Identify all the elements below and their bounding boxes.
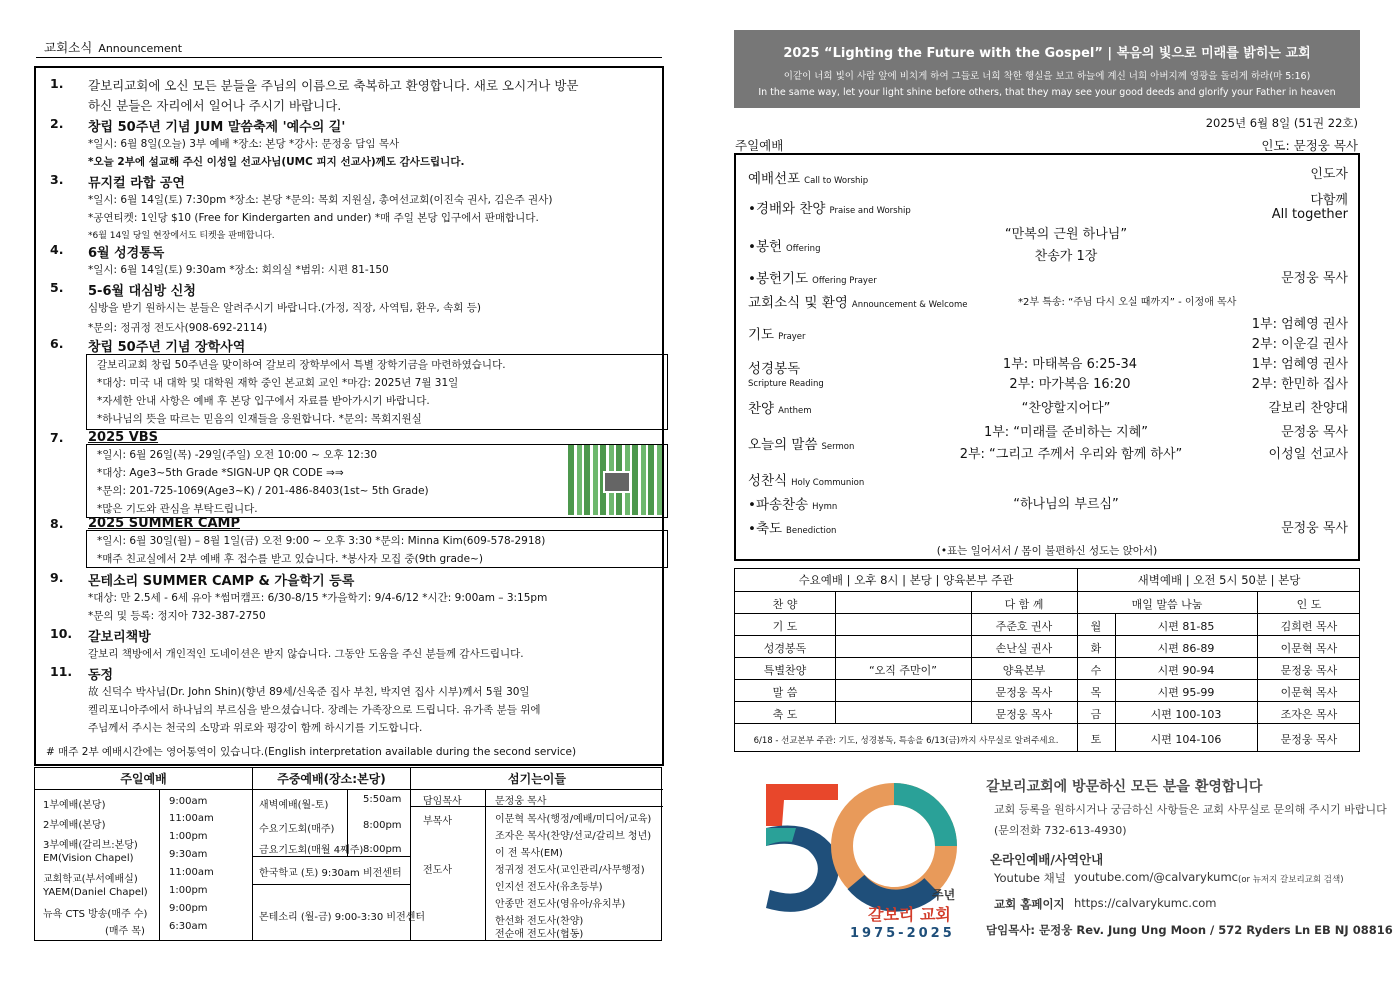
item-line: *6월 14일 당일 현장에서도 티켓을 판매합니다. xyxy=(88,231,275,241)
item-line: *일시: 6월 30일(월) – 8월 1일(금) 오전 9:00 ~ 오후 3:30 *문의: Minna Kim(609-578-2918) xyxy=(97,535,546,547)
order-ko: •파송찬송 xyxy=(748,497,809,513)
item-title: 동정 xyxy=(88,668,114,683)
item-line: 故 신덕수 박사님(Dr. John Shin)(향년 89세/신욱준 집사 부친, 박지연 집사 시부)께서 5월 30일 xyxy=(88,686,530,698)
wed-role: 특별찬양 xyxy=(763,664,807,677)
homepage-link[interactable]: https://calvarykumc.com xyxy=(1074,896,1217,910)
youtube-link[interactable]: youtube.com/@calvarykumc xyxy=(1074,870,1238,884)
order-item xyxy=(748,357,800,377)
weekday-service-table xyxy=(734,568,1360,752)
homepage-label: 교회 홈페이지 xyxy=(994,897,1065,911)
order-ko: •축도 xyxy=(748,521,783,537)
order-item xyxy=(748,433,854,453)
announcement-box xyxy=(34,66,664,766)
dawn-leader: 김희련 목사 xyxy=(1280,620,1338,633)
service-name: 뉴욕 CTS 방송(매주 수) xyxy=(43,909,148,920)
section-header-ko: 교회소식 xyxy=(44,40,93,55)
dawn-leader: 이문혁 목사 xyxy=(1280,642,1338,655)
item-line: *공연티켓: 1인당 $10 (Free for Kindergarten and under) *매 주일 본당 입구에서 판매합니다. xyxy=(88,212,539,224)
staff-name: 조자은 목사(찬양/선교/갈리브 청년) xyxy=(495,831,652,842)
section-header xyxy=(44,38,182,56)
order-en: Prayer xyxy=(778,332,806,342)
column-divider xyxy=(159,790,160,940)
service-name: 금요기도회(매월 4째주) xyxy=(259,845,364,856)
item-number: 9. xyxy=(50,570,64,585)
order-center: 2부: 마가복음 16:20 xyxy=(1009,377,1131,392)
item-title: 2025 SUMMER CAMP xyxy=(88,516,240,531)
staff-label: 부목사 xyxy=(423,816,452,827)
staff-name: 이문혁 목사(행정/예배/미디어/교육) xyxy=(495,814,652,825)
order-center: “하나님의 부르심” xyxy=(1013,497,1119,512)
order-center: “만복의 근원 하나님” xyxy=(1004,227,1128,242)
row-divider xyxy=(411,806,663,807)
banner-verse-ko: 이같이 너희 빛이 사람 앞에 비치게 하여 그들로 너희 착한 행실을 보고 하늘에 계신 너희 아버지께 영광을 돌리게 하라(마 5:16) xyxy=(783,71,1311,82)
dawn-day: 금 xyxy=(1090,708,1102,721)
service-time: 9:00am xyxy=(169,796,208,807)
staff-name: 이 전 목사(EM) xyxy=(495,848,563,859)
order-item xyxy=(748,167,868,187)
logo-church: 갈보리 교회 xyxy=(868,905,951,924)
item-line: 갈보리교회 창립 50주년을 맞이하여 갈보리 장학부에서 특별 장학기금을 마련하였습니다. xyxy=(97,359,506,371)
item-title: 창립 50주년 기념 장학사역 xyxy=(88,340,246,355)
service-name: 2부예배(본당) xyxy=(43,820,106,831)
dawn-title: 새벽예배 | 오전 5시 50분 | 본당 xyxy=(1137,573,1301,587)
item-number: 1. xyxy=(50,76,64,91)
staff-label: 전도사 xyxy=(423,865,452,876)
item-number: 10. xyxy=(50,626,73,641)
order-right: 1부: 엄혜영 권사 xyxy=(1251,357,1348,372)
wed-song: “오직 주만이” xyxy=(868,664,938,677)
wed-person: 문정웅 목사 xyxy=(995,708,1053,721)
dawn-reading: 시편 81-85 xyxy=(1157,620,1215,633)
staff-name: 한선화 전도사(찬양) xyxy=(495,916,584,927)
youtube-note: (or 뉴저지 갈보리교회 검색) xyxy=(1238,875,1344,885)
order-en: Holy Communion xyxy=(791,478,865,488)
item-line: *일시: 6월 14일(토) 7:30pm *장소: 본당 *문의: 목회 지원실, 총여선교회(이진숙 권사, 김은주 권사) xyxy=(88,194,553,206)
row-line xyxy=(735,701,1359,702)
service-time: 11:00am xyxy=(169,867,214,878)
order-right: 갈보리 찬양대 xyxy=(1268,401,1348,416)
item-number: 4. xyxy=(50,242,64,257)
item-line: 갈보리 책방에서 개인적인 도네이션은 받지 않습니다. 그동안 도움을 주신 분들께 감사드립니다. xyxy=(88,648,524,660)
youtube-label: Youtube 채널 xyxy=(994,871,1066,885)
order-right: 문정웅 목사 xyxy=(1281,271,1348,286)
order-ko: 성찬식 xyxy=(748,473,788,489)
service-time: 6:30am xyxy=(169,921,208,932)
order-ko: •봉헌 xyxy=(748,239,783,255)
order-item xyxy=(748,493,837,513)
order-en: Scripture Reading xyxy=(748,379,824,389)
service-time: 1:00pm xyxy=(169,831,208,842)
order-right: 문정웅 목사 xyxy=(1281,521,1348,536)
welcome-line: 교회 등록을 원하시거나 궁금하신 사항들은 교회 사무실로 문의해 주시기 바랍니다 xyxy=(994,803,1387,816)
order-item xyxy=(748,235,820,255)
row-line xyxy=(735,679,1359,680)
order-right: 2부: 이운길 권사 xyxy=(1251,337,1348,352)
order-en: Benediction xyxy=(786,526,837,536)
dawn-header-leader: 인 도 xyxy=(1296,598,1322,611)
wed-role: 축 도 xyxy=(772,708,798,721)
order-center: 찬송가 1장 xyxy=(1034,249,1098,264)
item-line: *대상: 미국 내 대학 및 대학원 재학 중인 본교회 교인 *마감: 2025년 7월 31일 xyxy=(97,377,459,389)
item-number: 6. xyxy=(50,336,64,351)
item-title: 갈보리책방 xyxy=(88,630,151,645)
dawn-leader: 문정웅 목사 xyxy=(1280,664,1338,677)
order-center: “찬양할지어다” xyxy=(1021,401,1111,416)
order-ko: 찬양 xyxy=(748,401,775,417)
order-item xyxy=(748,469,864,489)
pastor-address: 담임목사: 문정웅 Rev. Jung Ung Moon / 572 Ryders Ln EB NJ 08816 xyxy=(986,923,1393,937)
staff-name: 정귀정 전도사(교인관리/사무행정) xyxy=(495,865,645,876)
logo-anniv: 주년 xyxy=(932,888,956,902)
item-line: 주님께서 주시는 천국의 소망과 위로와 평강이 함께 하시기를 기도합니다. xyxy=(88,722,423,734)
sunday-worship-column xyxy=(35,768,253,940)
item-line: *일시: 6월 26일(목) -29일(주일) 오전 10:00 ~ 오후 12:30 xyxy=(97,449,378,461)
row-line xyxy=(735,591,1359,592)
item-line: 갈보리교회에 오신 모든 분들을 주님의 이름으로 축복하고 환영합니다. 새로 오시거나 방문 xyxy=(88,78,579,93)
service-time: 11:00am xyxy=(169,813,214,824)
service-name: 1부예배(본당) xyxy=(43,800,106,811)
welcome-title: 갈보리교회에 방문하신 모든 분을 환영합니다 xyxy=(986,779,1263,795)
dawn-header-reading: 매일 말씀 나눔 xyxy=(1131,598,1203,611)
item-line: *자세한 안내 사항은 예배 후 본당 입구에서 자료를 받아가시기 바랍니다. xyxy=(97,395,430,407)
order-en: Hymn xyxy=(812,502,838,512)
col-line xyxy=(835,591,836,723)
item-title: 2025 VBS xyxy=(88,430,159,445)
camp-box xyxy=(86,530,668,568)
welcome-phone: (문의전화 732-613-4930) xyxy=(994,824,1127,837)
section-header-en: Announcement xyxy=(98,42,183,55)
order-en: Sermon xyxy=(821,442,855,452)
item-line: *하나님의 뜻을 따르는 믿음의 인재들을 응원합니다. *문의: 목회지원실 xyxy=(97,413,422,425)
dawn-leader: 이문혁 목사 xyxy=(1280,686,1338,699)
item-line: *많은 기도와 관심을 부탁드립니다. xyxy=(97,503,258,515)
item-line: *일시: 6월 14일(토) 9:30am *장소: 회의실 *범위: 시편 81-150 xyxy=(88,264,389,276)
order-center: 1부: 마태복음 6:25-34 xyxy=(1002,357,1138,372)
dawn-reading: 시편 90-94 xyxy=(1157,664,1215,677)
order-en: Offering Prayer xyxy=(812,276,877,286)
service-time: 8:00pm xyxy=(363,820,402,831)
dawn-day: 토 xyxy=(1090,733,1102,746)
item-line: *오늘 2부에 설교해 주신 이성일 선교사님(UMC 피지 선교사)께도 감사드립니다. xyxy=(88,156,465,168)
row-line xyxy=(735,635,1359,636)
order-right: 2부: 한민하 집사 xyxy=(1251,377,1348,392)
order-item xyxy=(748,397,812,417)
order-right: 다함께 xyxy=(1310,193,1348,208)
header-rule xyxy=(36,57,662,58)
staff-column xyxy=(411,768,663,940)
item-number: 5. xyxy=(50,280,64,295)
wed-person: 손난실 권사 xyxy=(995,642,1053,655)
order-of-worship xyxy=(734,153,1360,561)
order-note: *2부 특송: “주님 다시 오실 때까지” - 이정애 목사 xyxy=(1018,297,1237,308)
dawn-reading: 시편 100-103 xyxy=(1150,708,1222,721)
standing-note: (•표는 일어서서 / 몸이 불편하신 성도는 앉아서) xyxy=(936,545,1158,557)
item-title: 6월 성경통독 xyxy=(88,246,165,261)
item-line: *문의 및 등록: 정지아 732-387-2750 xyxy=(88,610,266,622)
wed-role: 기 도 xyxy=(772,620,798,633)
staff-name: 인지선 전도사(유초등부) xyxy=(495,882,603,893)
order-en: Announcement & Welcome xyxy=(851,300,968,310)
column-divider xyxy=(485,790,486,940)
order-ko: •경배와 찬양 xyxy=(748,201,826,217)
order-center: 1부: “미래를 준비하는 지혜” xyxy=(983,425,1149,440)
order-item xyxy=(748,267,877,287)
row-divider xyxy=(253,856,410,857)
wed-role: 성경봉독 xyxy=(763,642,807,655)
order-ko: 성경봉독 xyxy=(748,361,801,377)
staff-name: 전순애 전도사(협동) xyxy=(495,929,584,940)
wed-person: 양육본부 xyxy=(1002,664,1046,677)
order-right: 문정웅 목사 xyxy=(1281,425,1348,440)
item-line: *매주 친교실에서 2부 예배 후 접수를 받고 있습니다. *봉사자 모집 중(9th grade~) xyxy=(97,553,483,565)
service-time: 9:00pm xyxy=(169,903,208,914)
wed-role: 찬 양 xyxy=(772,598,798,611)
row-line xyxy=(735,613,1359,614)
item-line: *일시: 6월 8일(오늘) 3부 예배 *장소: 본당 *강사: 문정웅 담임 목사 xyxy=(88,138,400,150)
dawn-day: 화 xyxy=(1090,642,1102,655)
wed-role: 말 씀 xyxy=(772,686,798,699)
vbs-box xyxy=(86,444,668,518)
dawn-day: 수 xyxy=(1090,664,1102,677)
order-ko: 교회소식 및 환영 xyxy=(748,295,848,311)
item-number: 7. xyxy=(50,430,64,445)
issue-date: 2025년 6월 8일 (51권 22호) xyxy=(1205,116,1358,130)
row-divider xyxy=(253,884,410,885)
service-times-box xyxy=(34,767,662,941)
item-title: 창립 50주년 기념 JUM 말씀축제 '예수의 길' xyxy=(88,120,346,135)
item-title: 뮤지컬 라합 공연 xyxy=(88,176,185,191)
order-right: 인도자 xyxy=(1310,167,1348,182)
staff-label: 담임목사 xyxy=(423,796,462,807)
staff-name: 안종만 전도사(영유아/유치부) xyxy=(495,899,626,910)
service-name: EM(Vision Chapel) xyxy=(43,853,134,864)
staff-name: 문정웅 목사 xyxy=(495,796,547,807)
service-name: 교회학교(부서예배실) xyxy=(43,874,138,885)
dawn-leader: 문정웅 목사 xyxy=(1280,733,1338,746)
row-line xyxy=(735,657,1359,658)
item-title: 5-6월 대심방 신청 xyxy=(88,284,196,299)
service-name: (매주 목) xyxy=(105,926,145,937)
order-item xyxy=(748,517,836,537)
wed-person: 문정웅 목사 xyxy=(995,686,1053,699)
item-number: 8. xyxy=(50,516,64,531)
scholarship-box xyxy=(86,354,668,430)
order-item xyxy=(748,291,967,311)
item-title: 몬테소리 SUMMER CAMP & 가을학기 등록 xyxy=(88,574,355,589)
order-right: 이성일 선교사 xyxy=(1268,447,1348,462)
dawn-day: 목 xyxy=(1090,686,1102,699)
logo-years: 1975-2025 xyxy=(850,926,955,941)
dawn-reading: 시편 95-99 xyxy=(1157,686,1215,699)
order-right: 1부: 엄혜영 권사 xyxy=(1251,317,1348,332)
service-name: 3부예배(갈리브:본당) xyxy=(43,840,138,851)
korean-school: 한국학교 (토) 9:30am 비전센터 xyxy=(259,868,402,879)
dawn-day: 월 xyxy=(1090,620,1102,633)
anniversary-logo xyxy=(752,778,970,944)
interpretation-note: # 매주 2부 예배시간에는 영어통역이 있습니다.(English interpretation available during the second service) xyxy=(46,746,577,758)
item-line: 하신 분들은 자리에서 일어나 주시기 바랍니다. xyxy=(88,98,342,113)
wed-title: 수요예배 | 오후 8시 | 본당 | 양육본부 주관 xyxy=(798,573,1014,587)
order-en: Call to Worship xyxy=(804,176,869,186)
item-line: *문의: 정귀정 전도사(908-692-2114) xyxy=(88,322,268,334)
order-ko: 예배선포 xyxy=(748,171,801,187)
dawn-leader: 조자은 목사 xyxy=(1280,708,1338,721)
dawn-reading: 시편 104-106 xyxy=(1150,733,1222,746)
order-ko: 기도 xyxy=(748,327,775,343)
item-line: *문의: 201-725-1069(Age3~K) / 201-486-8403(1st~ 5th Grade) xyxy=(97,485,429,497)
order-ko: •봉헌기도 xyxy=(748,271,809,287)
row-line xyxy=(735,723,1359,724)
online-title: 온라인예배/사역안내 xyxy=(990,852,1104,867)
weekday-worship-title: 주중예배(장소:본당) xyxy=(253,768,410,790)
worship-label: 주일예배 xyxy=(735,138,784,153)
item-line: 심방을 받기 원하시는 분들은 알려주시기 바랍니다.(가정, 직장, 사역팀, 환우, 속회 등) xyxy=(88,302,481,314)
item-number: 2. xyxy=(50,116,64,131)
qr-code-image[interactable] xyxy=(568,445,662,515)
item-line: *대상: 만 2.5세 - 6세 유아 *썸머캠프: 6/30-8/15 *가을학기: 9/4-6/12 *시간: 9:00am – 3:15pm xyxy=(88,592,548,604)
order-ko: 오늘의 말씀 xyxy=(748,437,818,453)
wed-note: 6/18 - 선교본부 주관: 기도, 성경봉독, 특송을 6/13(금)까지 사무실로 알려주세요. xyxy=(753,736,1059,746)
service-time: 1:00pm xyxy=(169,885,208,896)
order-en: Anthem xyxy=(778,406,812,416)
order-en: Offering xyxy=(786,244,821,254)
service-time: 8:00pm xyxy=(363,844,402,855)
order-en: Praise and Worship xyxy=(829,206,911,216)
order-center: 2부: “그리고 주께서 우리와 함께 하사” xyxy=(959,447,1183,462)
item-number: 11. xyxy=(50,664,73,679)
wed-person: 주준호 권사 xyxy=(995,620,1053,633)
service-name: 새벽예배(월-토) xyxy=(259,800,329,811)
service-name: YAEM(Daniel Chapel) xyxy=(43,887,148,898)
order-item xyxy=(748,197,911,217)
dawn-reading: 시편 86-89 xyxy=(1157,642,1215,655)
order-right: All together xyxy=(1271,207,1348,222)
worship-leader: 인도: 문정웅 목사 xyxy=(1261,138,1358,153)
service-time: 9:30am xyxy=(169,849,208,860)
banner-verse-en: In the same way, let your light shine before others, that they may see your good deeds and glorify your Father in heaven xyxy=(758,87,1336,98)
order-item xyxy=(748,323,806,343)
staff-title: 섬기는이들 xyxy=(411,768,663,790)
wed-person: 다 함 께 xyxy=(1004,598,1044,611)
theme-banner xyxy=(734,30,1360,108)
weekday-worship-column xyxy=(253,768,426,940)
item-line: *대상: Age3~5th Grade *SIGN-UP QR CODE ⇒⇒ xyxy=(97,467,344,479)
sunday-worship-title: 주일예배 xyxy=(35,768,252,790)
montessori: 몬테소리 (월-금) 9:00-3:30 비전센터 xyxy=(259,912,426,923)
service-name: 수요기도회(매주) xyxy=(259,824,335,835)
banner-theme: 2025 “Lighting the Future with the Gospel” | 복음의 빛으로 미래를 밝히는 교회 xyxy=(783,46,1311,61)
item-number: 3. xyxy=(50,172,64,187)
service-time: 5:50am xyxy=(363,794,402,805)
item-line: 켈리포니아주에서 하나님의 부르심을 받으셨습니다. 장례는 가족장으로 드립니다. 유가족 분들 위에 xyxy=(88,704,541,716)
